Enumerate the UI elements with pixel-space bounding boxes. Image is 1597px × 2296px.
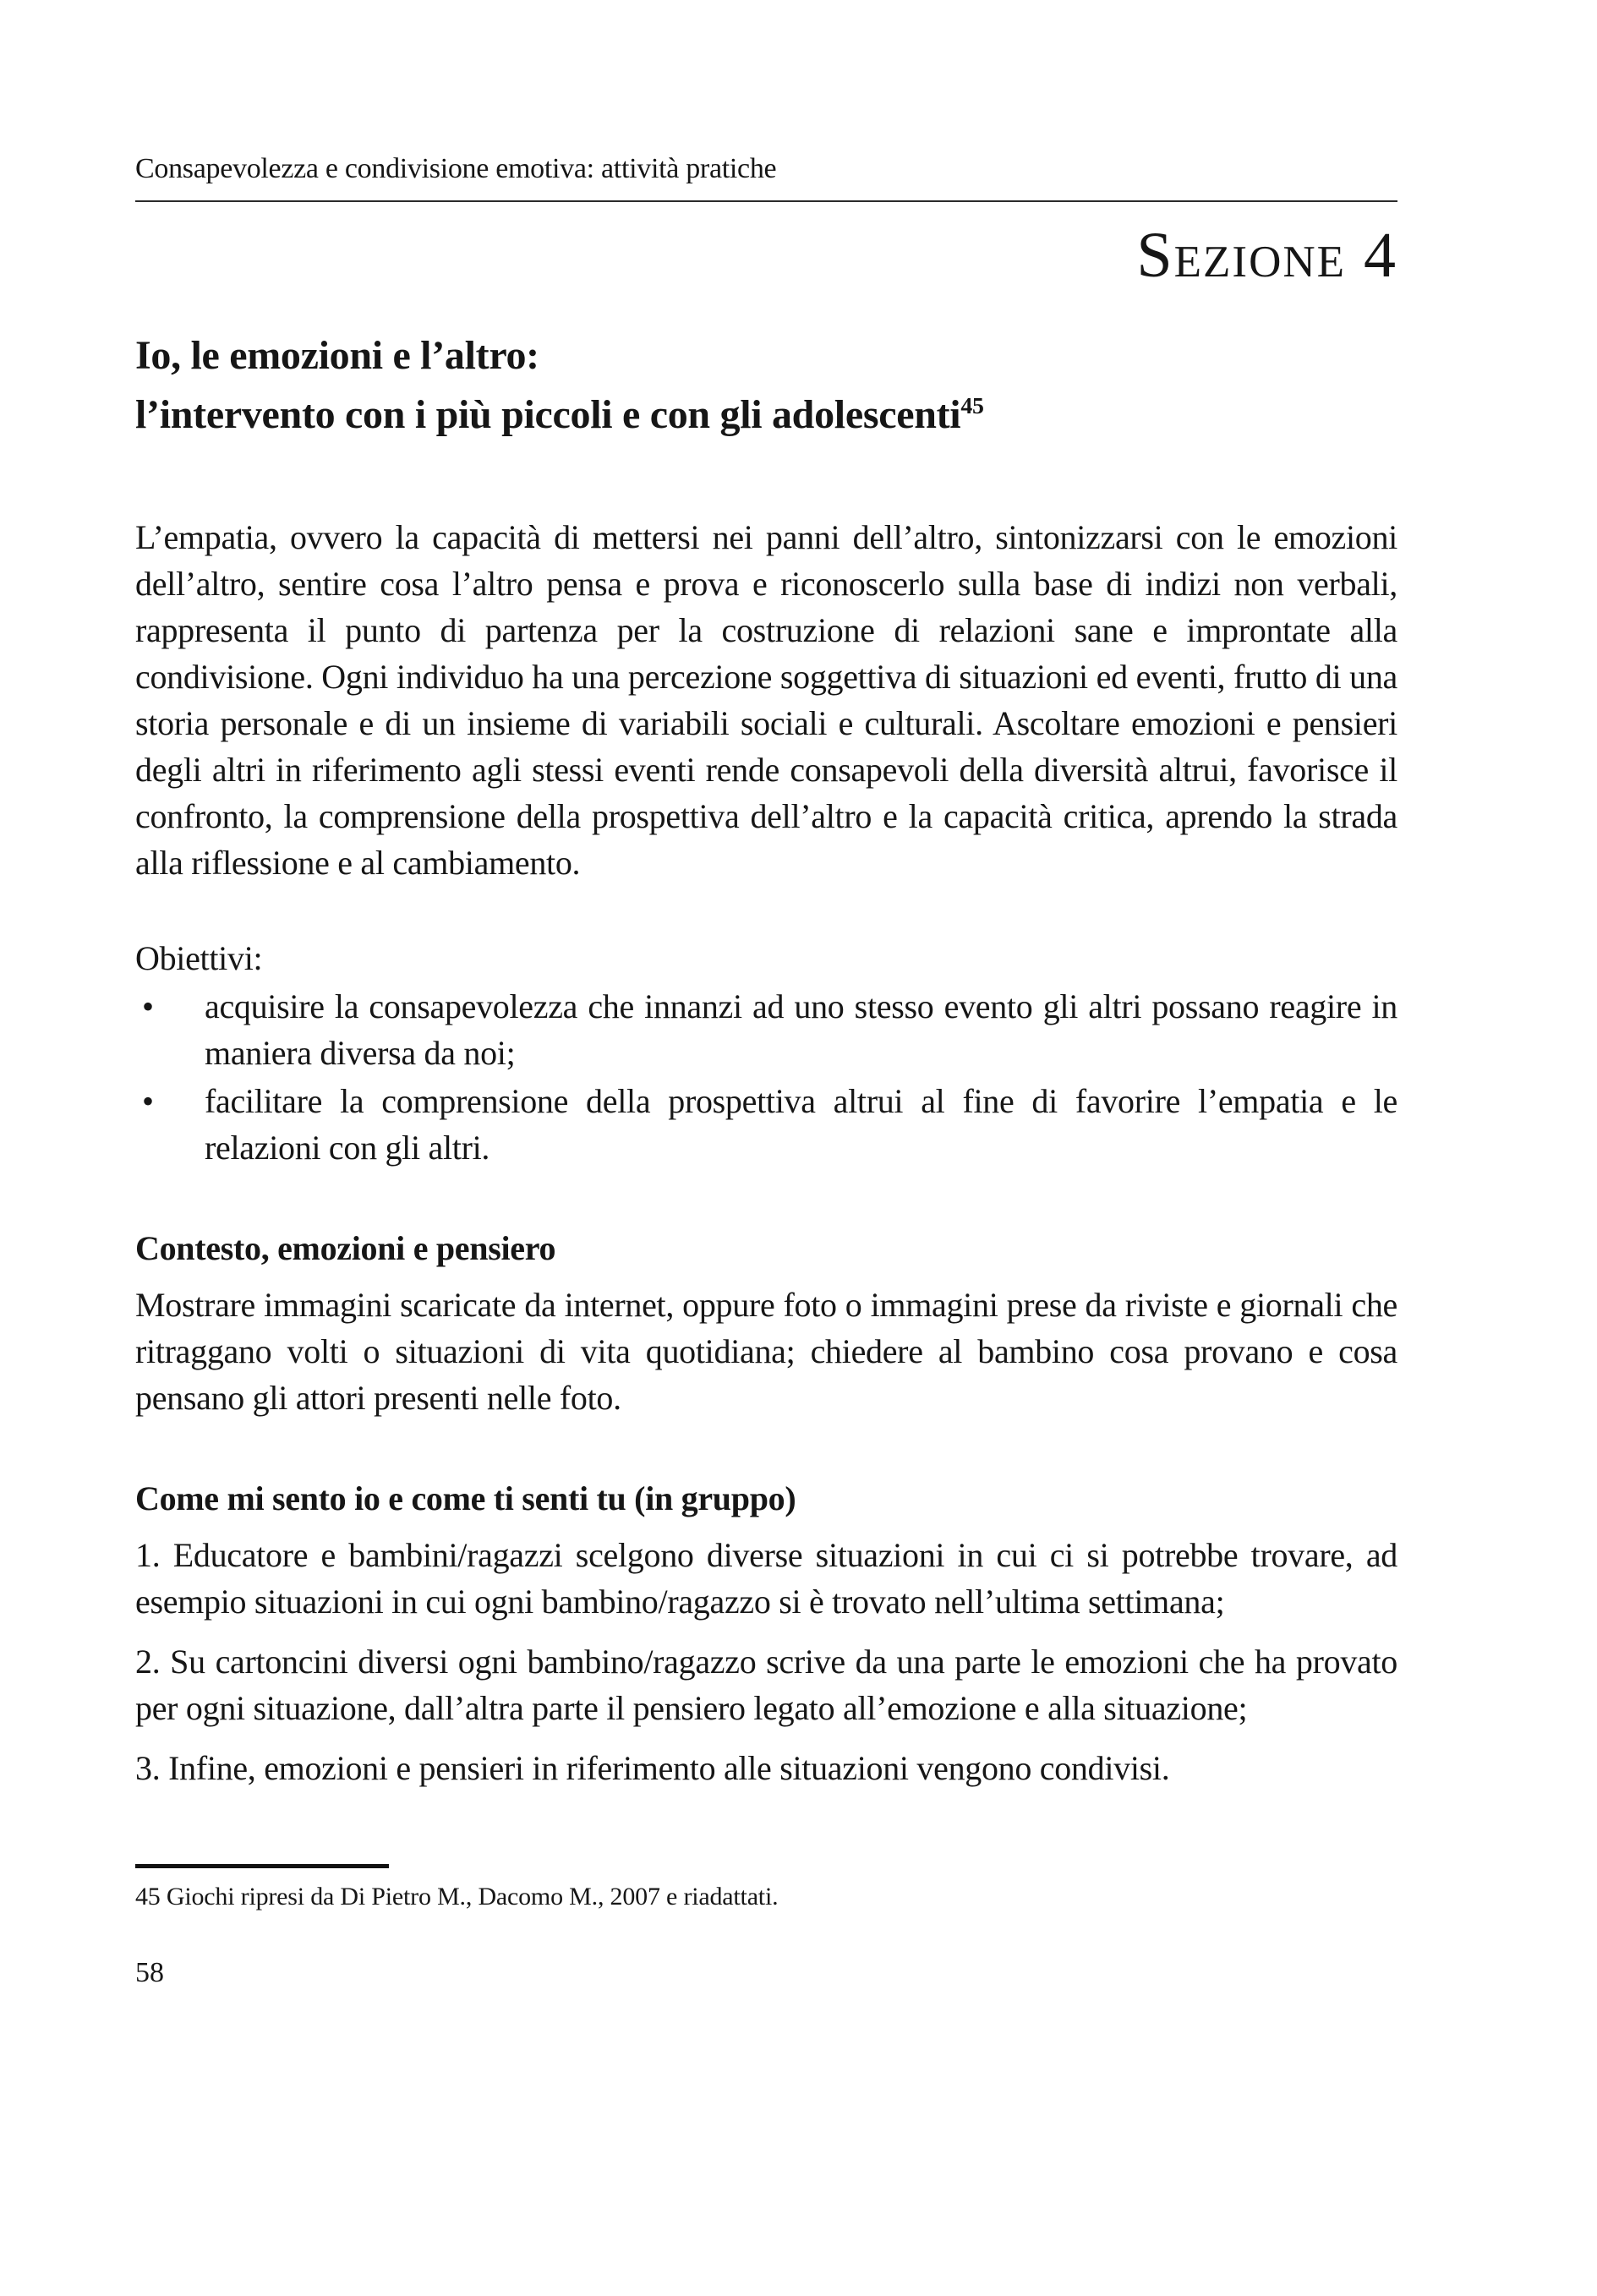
- objective-item: • facilitare la comprensione della prospettiva altrui al fine di favorire l’empatia e le relazioni con gli altri.: [135, 1078, 1397, 1171]
- step-item: 2. Su cartoncini diversi ogni bambino/ragazzo scrive da una parte le emozioni che ha provato per ogni situazione, dall’altra parte il pensiero legato all’emozione e alla situazione;: [135, 1642, 1397, 1727]
- objectives-label: Obiettivi:: [135, 938, 263, 977]
- header-rule: [135, 200, 1397, 202]
- contesto-paragraph: Mostrare immagini scaricate da internet, oppure foto o immagini prese da riviste e giornali che ritraggano volti o situazioni di vita quotidiana; chiedere al bambino cosa provano e cosa pensano gli attori presenti nelle foto.: [135, 1285, 1397, 1417]
- intro-paragraph: L’empatia, ovvero la capacità di mettersi nei panni dell’altro, sintonizzarsi con le emozioni dell’altro, sentire cosa l’altro pensa e prova e riconoscerlo sulla base di indizi non verbali, rappresenta il punto di partenza per la costruzione di relazioni sane e improntate alla condivisione. Ogni individuo ha una percezione soggettiva di situazioni ed eventi, frutto di una storia personale e di un insieme di variabili sociali e culturali. Ascoltare emozioni e pensieri degli altri in riferimento agli stessi eventi rende consapevoli della diversità altrui, favorisce il confronto, la comprensione della prospettiva dell’altro e la capacità critica, aprendo la strada alla riflessione e al cambiamento.: [135, 517, 1397, 882]
- section-heading-come-mi-sento: Come mi sento io e come ti senti tu (in gruppo): [135, 1479, 796, 1517]
- footnote-rule: [135, 1864, 389, 1868]
- chapter-title-line1: Io, le emozioni e l’altro:: [135, 333, 539, 379]
- objective-item: • acquisire la consapevolezza che innanzi ad uno stesso evento gli altri possano reagire in maniera diversa da noi;: [135, 983, 1397, 1076]
- step-item: 1. Educatore e bambini/ragazzi scelgono diverse situazioni in cui ci si potrebbe trovare, ad esempio situazioni in cui ogni bambino/ragazzo si è trovato nell’ultima settimana;: [135, 1535, 1397, 1621]
- footnote-text: 45 Giochi ripresi da Di Pietro M., Dacomo M., 2007 e riadattati.: [135, 1882, 779, 1911]
- section-heading-contesto: Contesto, emozioni e pensiero: [135, 1228, 556, 1267]
- section-label: Sezione 4: [1136, 219, 1397, 291]
- steps-list: [135, 1532, 1397, 1791]
- step-item: 3. Infine, emozioni e pensieri in riferimento alle situazioni vengono condivisi.: [135, 1748, 1170, 1787]
- objectives-list: [135, 983, 1397, 1171]
- page-number: 58: [135, 1956, 164, 1988]
- footnote-block: [135, 1864, 1397, 1913]
- chapter-title: [135, 326, 1397, 444]
- running-header: Consapevolezza e condivisione emotiva: attività pratiche: [135, 153, 777, 184]
- chapter-title-line2: l’intervento con i più piccoli e con gli adolescenti: [135, 391, 961, 437]
- title-footnote-ref: 45: [960, 392, 984, 419]
